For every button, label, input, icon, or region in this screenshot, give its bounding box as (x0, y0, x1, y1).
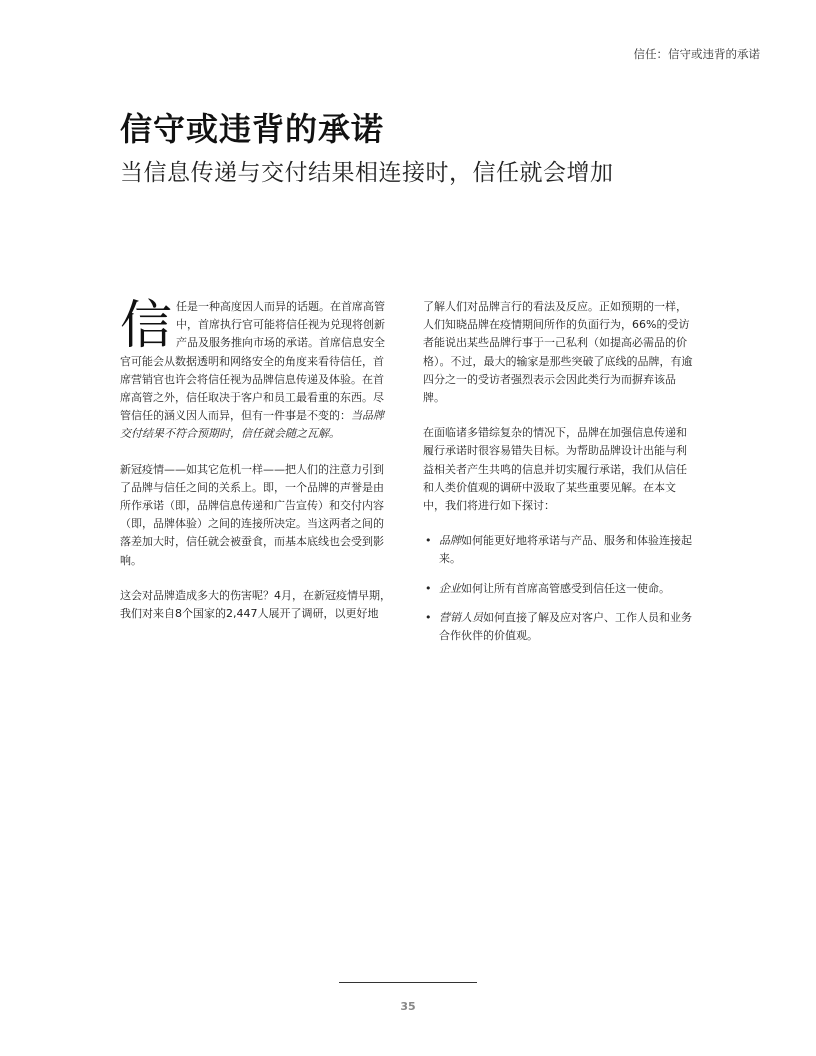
list-item-text: 如何能更好地将承诺与产品、服务和体验连接起来。 (439, 534, 692, 566)
page-subtitle: 当信息传递与交付结果相连接时，信任就会增加 (120, 160, 614, 186)
left-column (120, 298, 392, 640)
covid-paragraph: 新冠疫情——如其它危机一样——把人们的注意力引到了品牌与信任之间的关系上。即，一个品牌的声誉是由所作承诺（即，品牌信息传递和广告宣传）和交付内容（即，品牌体验）之间的连接所决定。当这两者之间的落差加大时，信任就会被蚕食，而基本底线也会受到影响。 (120, 462, 384, 567)
list-item-emphasis: 营销人员 (439, 610, 483, 624)
survey-paragraph: 这会对品牌造成多大的伤害呢？4月，在新冠疫情早期，我们对来自8个国家的2,447人展开了调研，以更好地 (120, 588, 391, 621)
explore-paragraph: 在面临诸多错综复杂的情况下，品牌在加强信息传递和履行承诺时很容易错失目标。为帮助品牌设计出能与利益相关者产生共鸣的信息并切实履行承诺，我们从信任和人类价值观的调研中汲取了某些重要见解。在本文中，我们将进行如下探讨： (423, 426, 687, 513)
drop-cap: 信 (120, 296, 173, 356)
right-column (423, 298, 695, 656)
survey-continued-paragraph: 了解人们对品牌言行的看法及反应。正如预期的一样，人们知晓品牌在疫情期间所作的负面行为，66%的受访者能说出某些品牌行事于一己私利（如提高必需品的价格）。不过，最大的输家是那些突破了底线的品牌，有逾四分之一的受访者强烈表示会因此类行为而摒弃该品牌。 (423, 300, 693, 405)
intro-emphasis: 当品牌交付结果不符合预期时，信任就会随之瓦解。 (120, 409, 384, 441)
list-item-emphasis: 企业 (439, 581, 461, 595)
page-title: 信守或违背的承诺 (120, 110, 385, 148)
list-item-emphasis: 品牌 (439, 534, 461, 548)
intro-paragraph (120, 298, 392, 444)
page-number: 35 (400, 1000, 416, 1013)
topic-list (423, 532, 695, 645)
list-item (423, 532, 695, 568)
footer-divider (339, 982, 477, 983)
list-item-text: 如何直接了解及应对客户、工作人员和业务合作伙伴的价值观。 (439, 610, 692, 643)
running-header: 信任：信守或违背的承诺 (633, 47, 760, 61)
list-item-text: 如何让所有首席高管感受到信任这一使命。 (461, 581, 670, 595)
intro-text: 任是一种高度因人而异的话题。在首席高管中，首席执行官可能将信任视为兑现将创新产品及服务推向市场的承诺。首席信息安全官可能会从数据透明和网络安全的角度来看待信任，首席营销官也许会将信任视为品牌信息传递及体验。在首席高管之外，信任取决于客户和员工最看重的东西。尽管信任的涵义因人而异，但有一件事是不变的： (120, 300, 386, 423)
list-item (423, 609, 695, 645)
list-item (423, 580, 695, 598)
